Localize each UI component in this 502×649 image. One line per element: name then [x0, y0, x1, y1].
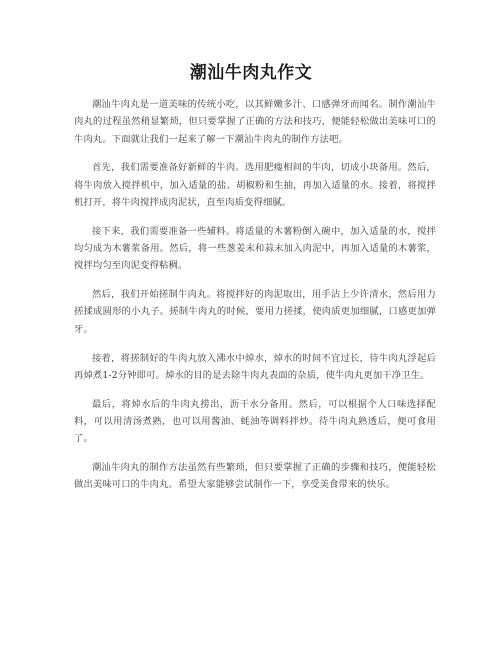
- paragraph-step-1: 首先，我们需要准备好新鲜的牛肉。选用肥瘦相间的牛肉，切成小块备用。然后，将牛肉放入搅拌机中，加入适量的盐、胡椒粉和生抽，再加入适量的水。接着，将搅拌机打开，将牛肉搅拌成肉泥状，直至肉质变得细腻。: [74, 162, 436, 208]
- paragraph-intro: 潮汕牛肉丸是一道美味的传统小吃，以其鲜嫩多汁、口感弹牙而闻名。制作潮汕牛肉丸的过程虽然稍显繁琐，但只要掌握了正确的方法和技巧，便能轻松做出美味可口的牛肉丸。下面就让我们一起来了解一下潮汕牛肉丸的制作方法吧。: [74, 99, 436, 145]
- paragraph-step-4: 接着，将搓制好的牛肉丸放入沸水中焯水，焯水的时间不宜过长，待牛肉丸浮起后再焯煮1-2分钟即可。焯水的目的是去除牛肉丸表面的杂质，使牛肉丸更加干净卫生。: [74, 352, 436, 381]
- document-body: [74, 96, 436, 505]
- paragraph-step-3: 然后，我们开始搓制牛肉丸。将搅拌好的肉泥取出，用手沾上少许清水，然后用力搓揉成圆形的小丸子。搓制牛肉丸的时候，要用力搓揉，使肉质更加细腻，口感更加弹牙。: [74, 289, 436, 335]
- paragraph-step-5: 最后，将焯水后的牛肉丸捞出，沥干水分备用。然后，可以根据个人口味选择配料，可以用清汤煮熟，也可以用酱油、蚝油等调料拌炒。待牛肉丸熟透后，便可食用了。: [74, 398, 436, 445]
- paragraph-conclusion: 潮汕牛肉丸的制作方法虽然有些繁琐，但只要掌握了正确的步骤和技巧，便能轻松做出美味可口的牛肉丸。希望大家能够尝试制作一下，享受美食带来的快乐。: [74, 462, 436, 491]
- paragraph-step-2: 接下来，我们需要准备一些辅料。将适量的木薯粉倒入碗中，加入适量的水，搅拌均匀成为木薯浆备用。然后，将一些葱姜末和蒜末加入肉泥中，再加入适量的木薯浆，搅拌均匀至肉泥变得粘稠。: [74, 225, 436, 272]
- document-title: 潮汕牛肉丸作文: [189, 63, 313, 83]
